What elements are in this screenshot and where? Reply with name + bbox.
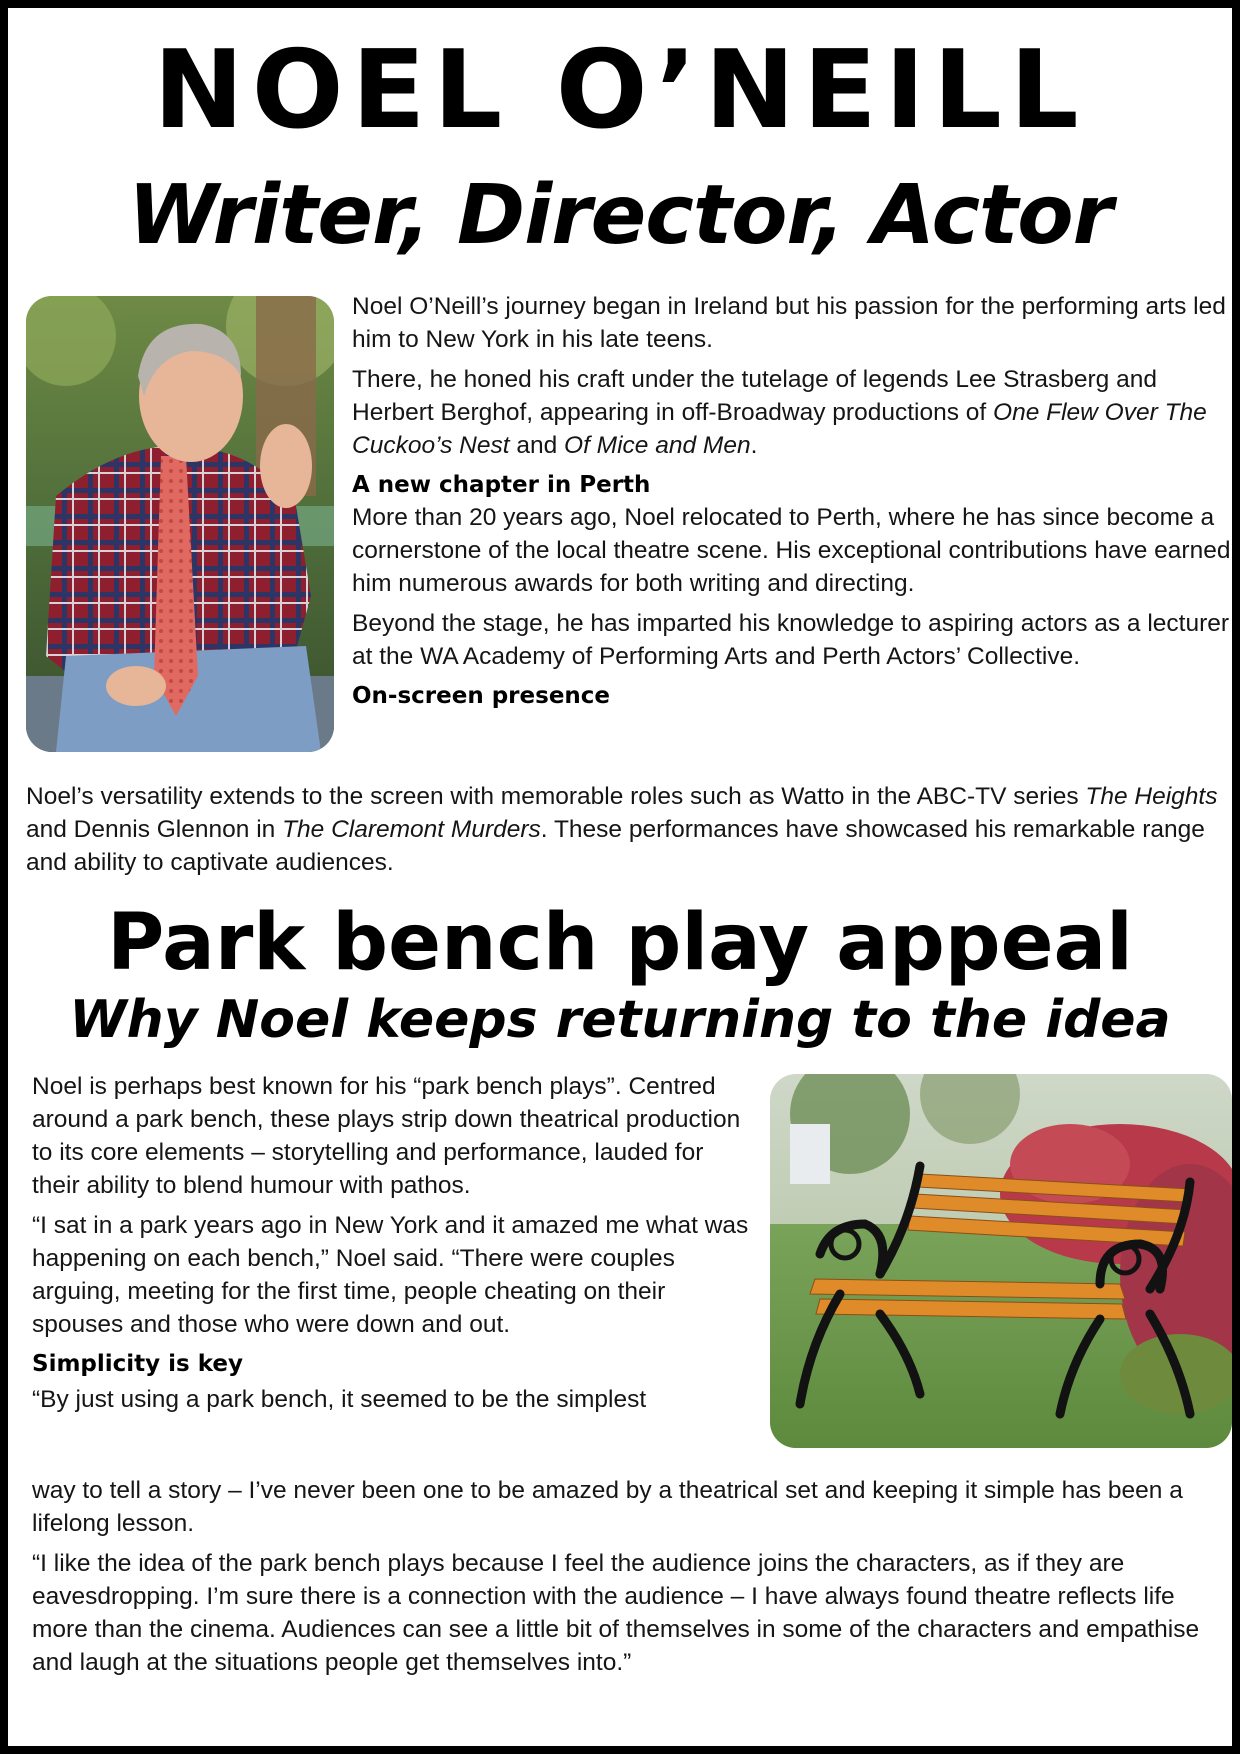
page-title: NOEL O’NEILL bbox=[153, 28, 1087, 153]
play-title: One Flew Over The Cuckoo’s Nest bbox=[352, 399, 1207, 459]
profile-paragraph: Beyond the stage, he has imparted his knowledge to aspiring actors as a lecturer at the WA Academy of Performing Arts and Perth Actors’ Collective. bbox=[352, 610, 1230, 670]
show-title: The Claremont Murders bbox=[282, 816, 541, 843]
park-paragraph: Noel is perhaps best known for his “park bench plays”. Centred around a park bench, these plays strip down theatrical production to its core elements – storytelling and performance, lauded for their ability to blend humour with pathos. bbox=[32, 1073, 741, 1199]
profile-paragraph: More than 20 years ago, Noel relocated to Perth, where he has since become a cornerstone of the local theatre scene. His exceptional contributions have earned him numerous awards for both writing and directing. bbox=[352, 504, 1231, 597]
profile-paragraph bbox=[352, 363, 1232, 462]
profile-column bbox=[352, 290, 1232, 712]
text-span: and bbox=[509, 432, 565, 459]
text-span: Noel’s versatility extends to the screen with memorable roles such as Watto in the ABC-TV series bbox=[26, 783, 1086, 810]
text-span: There, he honed his craft under the tutelage of legends Lee Strasberg and Herbert Berghof, appearing in off-Broadway productions of bbox=[352, 366, 1157, 426]
text-span: and Dennis Glennon in bbox=[26, 816, 283, 843]
park-paragraph: “I sat in a park years ago in New York and it amazed me what was happening on each bench,” Noel said. “There were couples arguing, meeting for the first time, people cheating on their spouses and those who were down and out. bbox=[32, 1212, 749, 1338]
section-heading-screen: On-screen presence bbox=[352, 683, 611, 709]
play-title: Of Mice and Men bbox=[564, 432, 751, 459]
park-text-full bbox=[32, 1474, 1232, 1686]
park-paragraph: way to tell a story – I’ve never been one to be amazed by a theatrical set and keeping it simple has been a lifelong lesson. bbox=[32, 1477, 1183, 1537]
park-bench-photo bbox=[770, 1074, 1232, 1448]
text-span: . bbox=[750, 432, 758, 459]
page-subtitle: Writer, Director, Actor bbox=[127, 168, 1113, 263]
section-heading-simplicity: Simplicity is key bbox=[32, 1351, 244, 1377]
park-paragraph: “By just using a park bench, it seemed to be the simplest bbox=[32, 1386, 647, 1413]
park-column bbox=[32, 1070, 752, 1423]
park-paragraph: “I like the idea of the park bench plays because I feel the audience joins the characters, as if they are eavesdropping. I’m sure there is a connection with the audience – I have always found theatre reflects life more than the cinema. Audiences can see a little bit of themselves in some of the characters and empathise and laugh at the situations people get themselves into.” bbox=[32, 1550, 1200, 1676]
profile-paragraph: Noel O’Neill’s journey began in Ireland but his passion for the performing arts led him to New York in his late teens. bbox=[352, 293, 1226, 353]
text-span: . These performances have showcased his remarkable range and ability to captivate audiences. bbox=[26, 816, 1205, 876]
section-heading-perth: A new chapter in Perth bbox=[352, 472, 651, 498]
section-subtitle: Why Noel keeps returning to the idea bbox=[69, 990, 1171, 1050]
screen-presence-text bbox=[26, 780, 1226, 886]
profile-paragraph bbox=[26, 780, 1226, 879]
portrait-photo bbox=[26, 296, 334, 752]
show-title: The Heights bbox=[1085, 783, 1218, 810]
section-title: Park bench play appeal bbox=[107, 898, 1133, 988]
